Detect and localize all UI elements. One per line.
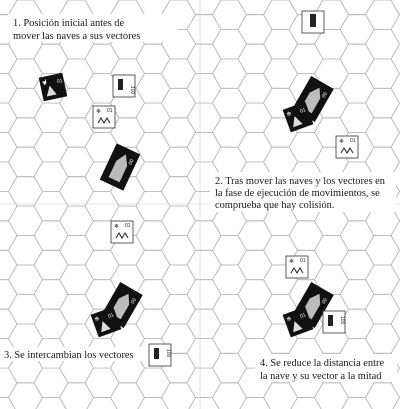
- hex-cell: [0, 309, 17, 338]
- hex-cell: [162, 147, 196, 177]
- hex-cell: [391, 103, 400, 132]
- hex-cell: [289, 133, 323, 162]
- ship-counter-number: 00: [319, 296, 328, 305]
- vector-counter-01: [93, 106, 115, 128]
- vector-counter-number: 01: [107, 108, 113, 114]
- hex-cell: [264, 383, 298, 409]
- tower-icon: [310, 14, 316, 27]
- hex-cell: [34, 162, 68, 192]
- hex-cell: [187, 280, 221, 310]
- vector-counter-01: [336, 136, 358, 158]
- hex-cell: [187, 339, 221, 369]
- ship-counter-number: 01: [56, 77, 64, 85]
- hex-cell: [213, 265, 247, 294]
- hex-cell: [85, 44, 119, 73]
- hex-cell: [34, 191, 68, 220]
- hex-cell: [238, 15, 272, 45]
- hex-cell: [391, 44, 400, 73]
- hex-cell: [34, 250, 68, 279]
- hex-cell: [264, 29, 298, 59]
- hex-cell: [366, 118, 400, 147]
- hex-cell: [213, 383, 247, 409]
- tower-icon: [328, 315, 333, 326]
- hex-cell: [187, 368, 221, 397]
- hex-cell: [136, 368, 170, 397]
- hex-cell: [0, 280, 17, 310]
- panel-3-caption-line-1: 3. Se intercambian los vectores: [4, 350, 134, 361]
- hex-cell: [289, 44, 323, 73]
- hex-cell: [34, 309, 68, 338]
- snowflake-icon: ❄: [285, 111, 293, 119]
- hex-cell: [60, 265, 94, 294]
- hex-cell: [187, 44, 221, 73]
- hex-cell: [60, 236, 94, 265]
- hex-cell: [238, 133, 272, 162]
- hex-cell: [111, 118, 145, 147]
- hex-cell: [136, 133, 170, 162]
- vector-counter-100: [113, 75, 135, 97]
- hex-cell: [264, 59, 298, 88]
- hex-cell: [136, 221, 170, 251]
- hex-cell: [238, 309, 272, 338]
- ship-counter-00: [100, 143, 140, 190]
- vector-counter-01: [111, 221, 133, 243]
- vector-counter-100: [323, 311, 345, 333]
- hex-cell: [34, 103, 68, 132]
- vector-counter-number: 01: [300, 258, 306, 264]
- hex-cell: [391, 309, 400, 338]
- hex-cell: [213, 118, 247, 147]
- snowflake-icon: ❄: [339, 139, 345, 145]
- vector-counter-01: [286, 256, 308, 278]
- hex-cell: [9, 147, 43, 177]
- panel-4: [255, 256, 397, 382]
- panel-4-caption-line-1: 4. Se reduce la distancia entre: [260, 358, 385, 369]
- hex-cell: [162, 265, 196, 294]
- hex-cell: [238, 44, 272, 73]
- hex-cell: [187, 0, 221, 15]
- hex-cell: [391, 133, 400, 162]
- hex-cell: [213, 29, 247, 59]
- hex-cell: [60, 294, 94, 324]
- hex-cell: [213, 59, 247, 88]
- snowflake-icon: ❄: [96, 109, 102, 115]
- hex-cell: [136, 74, 170, 104]
- hex-cell: [9, 177, 43, 206]
- ship-counter-number: 01: [299, 107, 307, 115]
- hex-cell: [162, 118, 196, 147]
- hex-cell: [9, 88, 43, 118]
- hex-cell: [315, 383, 349, 409]
- hex-cell: [340, 0, 374, 15]
- vector-counter-number: 01: [350, 138, 356, 144]
- hex-cell: [315, 236, 349, 265]
- hex-cell: [340, 74, 374, 104]
- hex-cell: [162, 59, 196, 88]
- ship-counter-number: 01: [107, 312, 115, 320]
- hex-cell: [34, 44, 68, 73]
- hex-cell: [162, 383, 196, 409]
- hex-cell: [0, 191, 17, 220]
- hex-cell: [0, 44, 17, 73]
- panel-1-caption-line-1: 1. Posición inicial antes de: [13, 18, 125, 29]
- hex-cell: [187, 221, 221, 251]
- hex-cell: [136, 162, 170, 192]
- hex-cell: [238, 280, 272, 310]
- hex-cell: [340, 280, 374, 310]
- vector-counter-number: 100: [129, 86, 135, 95]
- hex-cell: [136, 44, 170, 73]
- hex-cell: [391, 15, 400, 45]
- hex-cell: [136, 191, 170, 220]
- snowflake-icon: ❄: [285, 316, 293, 324]
- hex-cell: [136, 309, 170, 338]
- hex-cell: [391, 74, 400, 104]
- hex-cell: [85, 0, 119, 15]
- hex-cell: [366, 0, 400, 29]
- hex-cell: [289, 221, 323, 251]
- panel-2-caption-line-2: la fase de ejecución de movimientos, se: [215, 188, 380, 199]
- hex-cell: [238, 103, 272, 132]
- snowflake-icon: ❄: [114, 224, 120, 230]
- hex-cell: [0, 74, 17, 104]
- ship-counter-number: 00: [319, 90, 328, 99]
- hex-cell: [264, 0, 298, 29]
- hex-cell: [0, 162, 17, 192]
- hex-cell: [85, 368, 119, 397]
- snowflake-icon: ❄: [93, 316, 101, 324]
- hex-cell: [9, 118, 43, 147]
- panel-1-caption-line-2: mover las naves a sus vectores: [13, 31, 141, 42]
- hex-cell: [391, 0, 400, 15]
- hex-cell: [9, 265, 43, 294]
- hex-cell: [366, 294, 400, 324]
- hex-cell: [34, 0, 68, 15]
- hex-cell: [0, 221, 17, 251]
- hex-cell: [238, 221, 272, 251]
- ship-counter-number: 00: [126, 157, 135, 166]
- hex-cell: [34, 368, 68, 397]
- vector-counter-100: [149, 344, 171, 366]
- panel-3: [2, 221, 171, 366]
- hex-cell: [60, 147, 94, 177]
- vector-counter-number: 100: [165, 349, 171, 358]
- hex-cell: [162, 177, 196, 206]
- hex-cell: [238, 74, 272, 104]
- hex-cell: [340, 221, 374, 251]
- hex-cell: [213, 353, 247, 383]
- hex-cell: [391, 398, 400, 409]
- hex-cell: [162, 206, 196, 236]
- hex-cell: [85, 250, 119, 279]
- hex-cell: [9, 59, 43, 88]
- ship-counter-01: [39, 73, 67, 101]
- hex-cell: [162, 294, 196, 324]
- hex-cell: [0, 368, 17, 397]
- hex-cell: [60, 206, 94, 236]
- hex-cell: [238, 0, 272, 15]
- hex-cell: [9, 236, 43, 265]
- hex-cell: [340, 103, 374, 132]
- hex-cell: [34, 133, 68, 162]
- hex-cell: [366, 59, 400, 88]
- hex-cell: [340, 15, 374, 45]
- panel-4-caption-line-2: la nave y su vector a la mitad: [260, 371, 382, 382]
- hex-cell: [366, 383, 400, 409]
- hex-cell: [340, 250, 374, 279]
- hex-cell: [34, 280, 68, 310]
- hex-cell: [366, 88, 400, 118]
- hex-cell: [366, 236, 400, 265]
- hex-cell: [9, 383, 43, 409]
- hex-cell: [391, 280, 400, 310]
- vector-counter-number: 100: [339, 316, 345, 325]
- hex-cell: [187, 15, 221, 45]
- hex-cell: [238, 250, 272, 279]
- hex-cell: [0, 133, 17, 162]
- hex-cell: [162, 88, 196, 118]
- hex-cell: [213, 0, 247, 29]
- ship-counter-number: 01: [299, 312, 307, 320]
- hex-cell: [187, 74, 221, 104]
- hex-cell: [60, 118, 94, 147]
- panel-2: [210, 11, 396, 212]
- hex-cell: [136, 103, 170, 132]
- tower-icon: [118, 79, 123, 90]
- hex-cell: [9, 294, 43, 324]
- hex-cell: [0, 250, 17, 279]
- hex-cell: [136, 250, 170, 279]
- hex-cell: [366, 29, 400, 59]
- hex-cell: [187, 133, 221, 162]
- hex-cell: [0, 0, 17, 15]
- hex-cell: [9, 206, 43, 236]
- hex-cell: [340, 44, 374, 73]
- hex-cell: [213, 324, 247, 353]
- hex-cell: [187, 309, 221, 338]
- vector-counter-tower: [302, 11, 324, 33]
- hex-cell: [136, 0, 170, 15]
- panel-2-caption-line-3: comprueba que hay colisión.: [215, 200, 335, 211]
- hex-cell: [213, 294, 247, 324]
- hex-cell: [60, 383, 94, 409]
- hex-cell: [366, 265, 400, 294]
- hex-cell: [187, 103, 221, 132]
- hex-cell: [60, 177, 94, 206]
- vector-counter-number: 01: [125, 223, 131, 229]
- hex-cell: [0, 103, 17, 132]
- panel-2-caption-line-1: 2. Tras mover las naves y los vectores en: [215, 176, 385, 187]
- hex-cell: [34, 221, 68, 251]
- hex-cell: [85, 191, 119, 220]
- hex-cell: [213, 236, 247, 265]
- hex-cell: [111, 383, 145, 409]
- snowflake-icon: ❄: [289, 259, 295, 265]
- ship-counter-number: 00: [128, 296, 137, 305]
- hex-cell: [366, 324, 400, 353]
- hex-cell: [391, 250, 400, 279]
- hex-cell: [391, 221, 400, 251]
- tower-icon: [154, 348, 159, 359]
- hex-cell: [187, 250, 221, 279]
- hex-cell: [213, 88, 247, 118]
- hex-cell: [162, 236, 196, 265]
- hex-cell: [315, 29, 349, 59]
